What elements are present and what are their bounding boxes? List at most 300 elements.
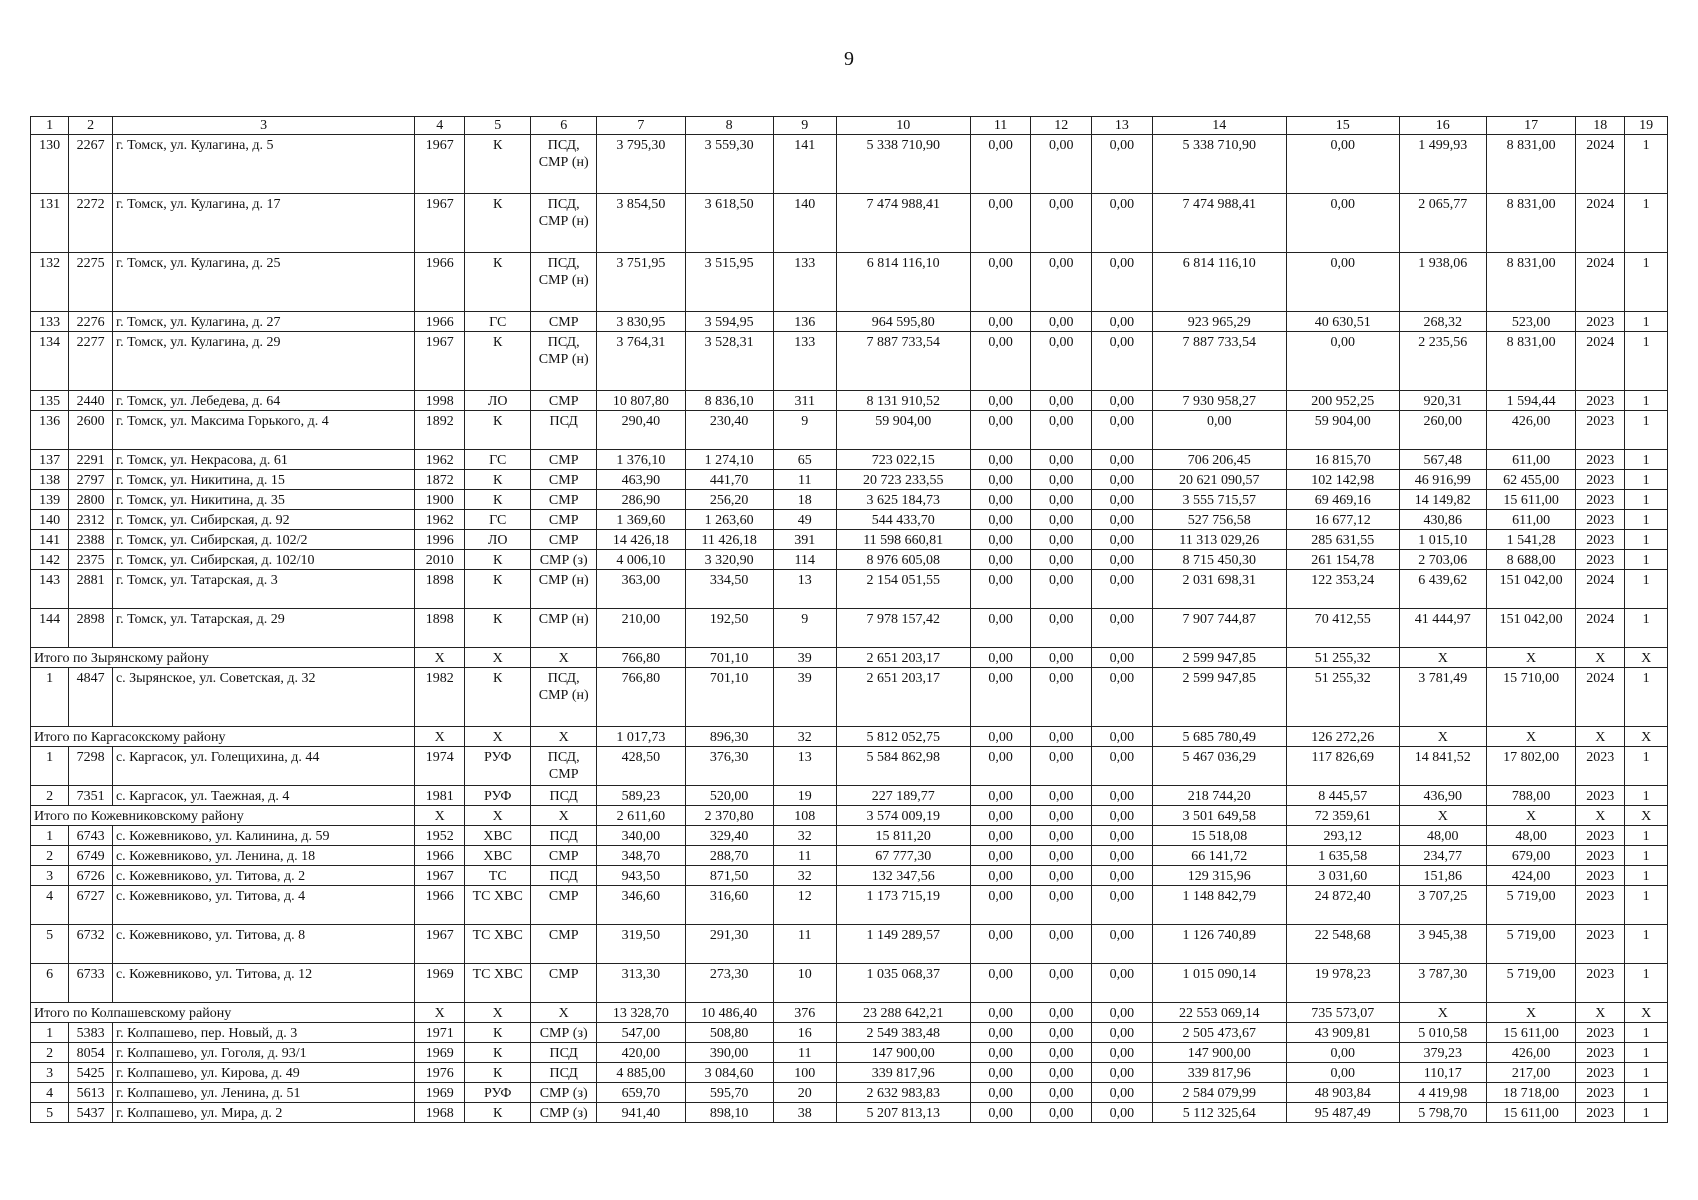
- cell-col-6: ПСД, СМР (н): [531, 332, 597, 391]
- cell-col-16: 5 798,70: [1399, 1103, 1486, 1123]
- cell-col-19: 1: [1625, 253, 1668, 312]
- cell-col-12: 0,00: [1031, 1023, 1092, 1043]
- cell-col-2: 8054: [69, 1043, 113, 1063]
- cell-col-9: 38: [773, 1103, 836, 1123]
- cell-col-11: 0,00: [970, 747, 1031, 786]
- table-row: [31, 312, 1668, 332]
- cell-col-19: 1: [1625, 332, 1668, 391]
- cell-col-7: 3 751,95: [597, 253, 685, 312]
- cell-col-9: 12: [773, 886, 836, 925]
- cell-col-18: 2023: [1576, 786, 1625, 806]
- total-cell-col-7: 766,80: [597, 648, 685, 668]
- cell-col-15: 200 952,25: [1286, 391, 1399, 411]
- total-cell-col-5: X: [465, 1003, 531, 1023]
- cell-col-17: 15 611,00: [1486, 1103, 1575, 1123]
- cell-col-6: ПСД: [531, 1063, 597, 1083]
- table-row: [31, 1083, 1668, 1103]
- cell-col-10: 7 887 733,54: [836, 332, 970, 391]
- cell-col-8: 256,20: [685, 490, 773, 510]
- cell-col-8: 376,30: [685, 747, 773, 786]
- cell-col-4: 1962: [415, 450, 465, 470]
- cell-col-7: 319,50: [597, 925, 685, 964]
- cell-col-10: 339 817,96: [836, 1063, 970, 1083]
- cell-col-14: 339 817,96: [1152, 1063, 1286, 1083]
- cell-col-15: 0,00: [1286, 1043, 1399, 1063]
- cell-col-18: 2023: [1576, 826, 1625, 846]
- total-cell-col-18: X: [1576, 727, 1625, 747]
- cell-col-7: 210,00: [597, 609, 685, 648]
- cell-col-18: 2023: [1576, 391, 1625, 411]
- cell-col-13: 0,00: [1092, 826, 1153, 846]
- cell-col-7: 589,23: [597, 786, 685, 806]
- cell-col-9: 11: [773, 470, 836, 490]
- cell-col-6: СМР: [531, 846, 597, 866]
- cell-col-19: 1: [1625, 1103, 1668, 1123]
- cell-col-6: СМР: [531, 490, 597, 510]
- cell-col-2: 6726: [69, 866, 113, 886]
- total-cell-col-16: X: [1399, 648, 1486, 668]
- cell-col-16: 46 916,99: [1399, 470, 1486, 490]
- cell-col-13: 0,00: [1092, 866, 1153, 886]
- total-cell-col-14: 5 685 780,49: [1152, 727, 1286, 747]
- cell-col-15: 51 255,32: [1286, 668, 1399, 727]
- cell-col-5: К: [465, 194, 531, 253]
- cell-col-12: 0,00: [1031, 550, 1092, 570]
- cell-col-7: 3 830,95: [597, 312, 685, 332]
- cell-col-6: СМР: [531, 886, 597, 925]
- total-cell-col-7: 1 017,73: [597, 727, 685, 747]
- column-header-7: 7: [597, 117, 685, 135]
- cell-col-9: 100: [773, 1063, 836, 1083]
- cell-col-1: 6: [31, 964, 69, 1003]
- cell-col-11: 0,00: [970, 391, 1031, 411]
- address-cell: с. Кожевниково, ул. Титова, д. 8: [112, 925, 414, 964]
- column-header-14: 14: [1152, 117, 1286, 135]
- cell-col-14: 66 141,72: [1152, 846, 1286, 866]
- cell-col-19: 1: [1625, 609, 1668, 648]
- cell-col-7: 943,50: [597, 866, 685, 886]
- cell-col-18: 2023: [1576, 886, 1625, 925]
- cell-col-18: 2023: [1576, 312, 1625, 332]
- cell-col-7: 420,00: [597, 1043, 685, 1063]
- cell-col-5: ТС: [465, 866, 531, 886]
- cell-col-1: 144: [31, 609, 69, 648]
- address-cell: с. Кожевниково, ул. Калинина, д. 59: [112, 826, 414, 846]
- cell-col-15: 8 445,57: [1286, 786, 1399, 806]
- cell-col-1: 1: [31, 826, 69, 846]
- cell-col-9: 49: [773, 510, 836, 530]
- cell-col-12: 0,00: [1031, 253, 1092, 312]
- table-row: [31, 135, 1668, 194]
- column-header-1: 1: [31, 117, 69, 135]
- total-cell-col-13: 0,00: [1092, 1003, 1153, 1023]
- total-cell-col-11: 0,00: [970, 648, 1031, 668]
- cell-col-13: 0,00: [1092, 411, 1153, 450]
- cell-col-17: 151 042,00: [1486, 570, 1575, 609]
- cell-col-9: 19: [773, 786, 836, 806]
- cell-col-10: 132 347,56: [836, 866, 970, 886]
- district-total-row: [31, 1003, 1668, 1023]
- total-cell-col-15: 126 272,26: [1286, 727, 1399, 747]
- cell-col-14: 7 474 988,41: [1152, 194, 1286, 253]
- total-cell-col-10: 23 288 642,21: [836, 1003, 970, 1023]
- cell-col-11: 0,00: [970, 411, 1031, 450]
- cell-col-5: К: [465, 135, 531, 194]
- column-header-6: 6: [531, 117, 597, 135]
- cell-col-15: 24 872,40: [1286, 886, 1399, 925]
- cell-col-16: 14 841,52: [1399, 747, 1486, 786]
- cell-col-7: 659,70: [597, 1083, 685, 1103]
- cell-col-1: 3: [31, 1063, 69, 1083]
- cell-col-11: 0,00: [970, 1023, 1031, 1043]
- address-cell: г. Колпашево, ул. Гоголя, д. 93/1: [112, 1043, 414, 1063]
- cell-col-18: 2024: [1576, 332, 1625, 391]
- total-cell-col-6: X: [531, 806, 597, 826]
- cell-col-12: 0,00: [1031, 964, 1092, 1003]
- cell-col-10: 11 598 660,81: [836, 530, 970, 550]
- total-cell-col-13: 0,00: [1092, 727, 1153, 747]
- cell-col-7: 346,60: [597, 886, 685, 925]
- table-row: [31, 332, 1668, 391]
- total-cell-col-13: 0,00: [1092, 806, 1153, 826]
- cell-col-14: 0,00: [1152, 411, 1286, 450]
- cell-col-17: 5 719,00: [1486, 886, 1575, 925]
- cell-col-1: 135: [31, 391, 69, 411]
- cell-col-11: 0,00: [970, 450, 1031, 470]
- cell-col-13: 0,00: [1092, 609, 1153, 648]
- cell-col-2: 5613: [69, 1083, 113, 1103]
- cell-col-15: 59 904,00: [1286, 411, 1399, 450]
- total-cell-col-10: 3 574 009,19: [836, 806, 970, 826]
- cell-col-8: 329,40: [685, 826, 773, 846]
- cell-col-12: 0,00: [1031, 826, 1092, 846]
- cell-col-2: 2797: [69, 470, 113, 490]
- cell-col-2: 6749: [69, 846, 113, 866]
- cell-col-19: 1: [1625, 570, 1668, 609]
- table-row: [31, 194, 1668, 253]
- table-row: [31, 1063, 1668, 1083]
- cell-col-4: 1872: [415, 470, 465, 490]
- address-cell: г. Томск, ул. Никитина, д. 15: [112, 470, 414, 490]
- total-cell-col-15: 72 359,61: [1286, 806, 1399, 826]
- cell-col-5: ХВС: [465, 826, 531, 846]
- address-cell: г. Колпашево, ул. Ленина, д. 51: [112, 1083, 414, 1103]
- column-header-17: 17: [1486, 117, 1575, 135]
- cell-col-6: СМР: [531, 312, 597, 332]
- cell-col-13: 0,00: [1092, 1023, 1153, 1043]
- capital-repair-table: [30, 116, 1668, 1123]
- total-cell-col-14: 3 501 649,58: [1152, 806, 1286, 826]
- address-cell: г. Колпашево, ул. Кирова, д. 49: [112, 1063, 414, 1083]
- cell-col-11: 0,00: [970, 826, 1031, 846]
- column-header-19: 19: [1625, 117, 1668, 135]
- cell-col-14: 129 315,96: [1152, 866, 1286, 886]
- cell-col-17: 611,00: [1486, 510, 1575, 530]
- cell-col-18: 2023: [1576, 530, 1625, 550]
- cell-col-12: 0,00: [1031, 925, 1092, 964]
- cell-col-8: 288,70: [685, 846, 773, 866]
- cell-col-15: 95 487,49: [1286, 1103, 1399, 1123]
- district-total-row: [31, 806, 1668, 826]
- cell-col-1: 137: [31, 450, 69, 470]
- cell-col-19: 1: [1625, 550, 1668, 570]
- cell-col-8: 334,50: [685, 570, 773, 609]
- cell-col-6: СМР: [531, 470, 597, 490]
- cell-col-9: 32: [773, 826, 836, 846]
- cell-col-2: 6732: [69, 925, 113, 964]
- cell-col-6: СМР (н): [531, 570, 597, 609]
- cell-col-1: 133: [31, 312, 69, 332]
- cell-col-2: 5383: [69, 1023, 113, 1043]
- cell-col-12: 0,00: [1031, 866, 1092, 886]
- cell-col-13: 0,00: [1092, 530, 1153, 550]
- cell-col-14: 2 031 698,31: [1152, 570, 1286, 609]
- cell-col-9: 13: [773, 570, 836, 609]
- cell-col-19: 1: [1625, 1063, 1668, 1083]
- cell-col-14: 1 015 090,14: [1152, 964, 1286, 1003]
- cell-col-10: 1 149 289,57: [836, 925, 970, 964]
- total-cell-col-4: X: [415, 727, 465, 747]
- cell-col-2: 2267: [69, 135, 113, 194]
- cell-col-15: 293,12: [1286, 826, 1399, 846]
- address-cell: г. Томск, ул. Кулагина, д. 29: [112, 332, 414, 391]
- column-header-15: 15: [1286, 117, 1399, 135]
- cell-col-11: 0,00: [970, 332, 1031, 391]
- cell-col-14: 923 965,29: [1152, 312, 1286, 332]
- cell-col-16: 2 703,06: [1399, 550, 1486, 570]
- cell-col-18: 2023: [1576, 1103, 1625, 1123]
- cell-col-8: 871,50: [685, 866, 773, 886]
- cell-col-13: 0,00: [1092, 135, 1153, 194]
- address-cell: г. Томск, ул. Кулагина, д. 27: [112, 312, 414, 332]
- cell-col-16: 14 149,82: [1399, 490, 1486, 510]
- cell-col-1: 136: [31, 411, 69, 450]
- cell-col-10: 20 723 233,55: [836, 470, 970, 490]
- cell-col-9: 32: [773, 866, 836, 886]
- cell-col-17: 426,00: [1486, 411, 1575, 450]
- cell-col-8: 3 528,31: [685, 332, 773, 391]
- cell-col-7: 286,90: [597, 490, 685, 510]
- cell-col-12: 0,00: [1031, 846, 1092, 866]
- cell-col-8: 316,60: [685, 886, 773, 925]
- cell-col-10: 2 651 203,17: [836, 668, 970, 727]
- total-cell-col-12: 0,00: [1031, 727, 1092, 747]
- cell-col-17: 18 718,00: [1486, 1083, 1575, 1103]
- cell-col-6: СМР: [531, 964, 597, 1003]
- cell-col-14: 706 206,45: [1152, 450, 1286, 470]
- cell-col-11: 0,00: [970, 490, 1031, 510]
- cell-col-19: 1: [1625, 1043, 1668, 1063]
- cell-col-8: 701,10: [685, 668, 773, 727]
- total-cell-col-17: X: [1486, 806, 1575, 826]
- cell-col-9: 133: [773, 332, 836, 391]
- cell-col-10: 964 595,80: [836, 312, 970, 332]
- cell-col-7: 3 795,30: [597, 135, 685, 194]
- cell-col-19: 1: [1625, 450, 1668, 470]
- table-row: [31, 1103, 1668, 1123]
- address-cell: г. Колпашево, ул. Мира, д. 2: [112, 1103, 414, 1123]
- total-cell-col-9: 376: [773, 1003, 836, 1023]
- cell-col-5: К: [465, 332, 531, 391]
- cell-col-1: 1: [31, 1023, 69, 1043]
- cell-col-12: 0,00: [1031, 530, 1092, 550]
- cell-col-1: 134: [31, 332, 69, 391]
- cell-col-9: 9: [773, 609, 836, 648]
- cell-col-4: 1971: [415, 1023, 465, 1043]
- cell-col-1: 140: [31, 510, 69, 530]
- cell-col-10: 8 976 605,08: [836, 550, 970, 570]
- cell-col-16: 3 945,38: [1399, 925, 1486, 964]
- cell-col-17: 8 831,00: [1486, 332, 1575, 391]
- table-row: [31, 747, 1668, 786]
- cell-col-13: 0,00: [1092, 470, 1153, 490]
- table-row: [31, 786, 1668, 806]
- total-cell-col-18: X: [1576, 1003, 1625, 1023]
- cell-col-5: ТС ХВС: [465, 925, 531, 964]
- total-cell-col-7: 13 328,70: [597, 1003, 685, 1023]
- column-header-18: 18: [1576, 117, 1625, 135]
- cell-col-5: ТС ХВС: [465, 964, 531, 1003]
- total-cell-col-4: X: [415, 1003, 465, 1023]
- cell-col-6: ПСД, СМР (н): [531, 253, 597, 312]
- cell-col-10: 5 338 710,90: [836, 135, 970, 194]
- cell-col-14: 5 467 036,29: [1152, 747, 1286, 786]
- cell-col-2: 5437: [69, 1103, 113, 1123]
- cell-col-10: 5 207 813,13: [836, 1103, 970, 1123]
- table-row: [31, 570, 1668, 609]
- cell-col-16: 260,00: [1399, 411, 1486, 450]
- total-cell-col-19: X: [1625, 806, 1668, 826]
- cell-col-9: 11: [773, 1043, 836, 1063]
- cell-col-14: 1 126 740,89: [1152, 925, 1286, 964]
- cell-col-13: 0,00: [1092, 846, 1153, 866]
- cell-col-12: 0,00: [1031, 332, 1092, 391]
- cell-col-17: 426,00: [1486, 1043, 1575, 1063]
- cell-col-9: 140: [773, 194, 836, 253]
- cell-col-18: 2023: [1576, 1063, 1625, 1083]
- cell-col-8: 1 263,60: [685, 510, 773, 530]
- column-header-16: 16: [1399, 117, 1486, 135]
- cell-col-18: 2024: [1576, 570, 1625, 609]
- cell-col-2: 2275: [69, 253, 113, 312]
- cell-col-9: 141: [773, 135, 836, 194]
- cell-col-7: 428,50: [597, 747, 685, 786]
- cell-col-14: 7 887 733,54: [1152, 332, 1286, 391]
- cell-col-15: 19 978,23: [1286, 964, 1399, 1003]
- table-row: [31, 253, 1668, 312]
- cell-col-8: 3 515,95: [685, 253, 773, 312]
- district-total-row: [31, 727, 1668, 747]
- total-cell-col-6: X: [531, 1003, 597, 1023]
- cell-col-15: 40 630,51: [1286, 312, 1399, 332]
- cell-col-15: 0,00: [1286, 332, 1399, 391]
- cell-col-16: 2 235,56: [1399, 332, 1486, 391]
- total-cell-col-18: X: [1576, 806, 1625, 826]
- total-cell-col-16: X: [1399, 727, 1486, 747]
- cell-col-18: 2023: [1576, 1023, 1625, 1043]
- column-header-2: 2: [69, 117, 113, 135]
- cell-col-19: 1: [1625, 786, 1668, 806]
- cell-col-17: 62 455,00: [1486, 470, 1575, 490]
- cell-col-8: 3 594,95: [685, 312, 773, 332]
- cell-col-7: 463,90: [597, 470, 685, 490]
- total-cell-col-11: 0,00: [970, 1003, 1031, 1023]
- total-cell-col-15: 51 255,32: [1286, 648, 1399, 668]
- cell-col-16: 3 781,49: [1399, 668, 1486, 727]
- cell-col-16: 1 499,93: [1399, 135, 1486, 194]
- cell-col-15: 43 909,81: [1286, 1023, 1399, 1043]
- cell-col-2: 7351: [69, 786, 113, 806]
- cell-col-11: 0,00: [970, 550, 1031, 570]
- cell-col-4: 1898: [415, 609, 465, 648]
- cell-col-13: 0,00: [1092, 253, 1153, 312]
- cell-col-9: 11: [773, 846, 836, 866]
- cell-col-8: 3 618,50: [685, 194, 773, 253]
- cell-col-12: 0,00: [1031, 194, 1092, 253]
- cell-col-16: 379,23: [1399, 1043, 1486, 1063]
- cell-col-16: 436,90: [1399, 786, 1486, 806]
- cell-col-15: 102 142,98: [1286, 470, 1399, 490]
- cell-col-17: 15 611,00: [1486, 490, 1575, 510]
- cell-col-19: 1: [1625, 312, 1668, 332]
- cell-col-5: ЛО: [465, 391, 531, 411]
- cell-col-19: 1: [1625, 964, 1668, 1003]
- cell-col-1: 141: [31, 530, 69, 550]
- table-row: [31, 668, 1668, 727]
- cell-col-5: К: [465, 1023, 531, 1043]
- cell-col-5: К: [465, 411, 531, 450]
- cell-col-6: ПСД: [531, 411, 597, 450]
- column-header-4: 4: [415, 117, 465, 135]
- total-cell-col-8: 896,30: [685, 727, 773, 747]
- total-cell-col-8: 701,10: [685, 648, 773, 668]
- cell-col-2: 7298: [69, 747, 113, 786]
- cell-col-11: 0,00: [970, 609, 1031, 648]
- cell-col-10: 2 549 383,48: [836, 1023, 970, 1043]
- total-cell-col-9: 39: [773, 648, 836, 668]
- cell-col-4: 1966: [415, 312, 465, 332]
- district-total-label: Итого по Колпашевскому району: [31, 1003, 415, 1023]
- cell-col-7: 1 376,10: [597, 450, 685, 470]
- cell-col-8: 390,00: [685, 1043, 773, 1063]
- cell-col-17: 5 719,00: [1486, 925, 1575, 964]
- cell-col-6: СМР (з): [531, 550, 597, 570]
- cell-col-1: 143: [31, 570, 69, 609]
- cell-col-15: 122 353,24: [1286, 570, 1399, 609]
- cell-col-11: 0,00: [970, 312, 1031, 332]
- cell-col-12: 0,00: [1031, 312, 1092, 332]
- cell-col-10: 8 131 910,52: [836, 391, 970, 411]
- cell-col-15: 69 469,16: [1286, 490, 1399, 510]
- cell-col-16: 2 065,77: [1399, 194, 1486, 253]
- cell-col-2: 2800: [69, 490, 113, 510]
- cell-col-15: 48 903,84: [1286, 1083, 1399, 1103]
- cell-col-19: 1: [1625, 490, 1668, 510]
- cell-col-11: 0,00: [970, 510, 1031, 530]
- cell-col-16: 151,86: [1399, 866, 1486, 886]
- cell-col-5: РУФ: [465, 747, 531, 786]
- cell-col-1: 5: [31, 925, 69, 964]
- cell-col-10: 2 632 983,83: [836, 1083, 970, 1103]
- cell-col-9: 16: [773, 1023, 836, 1043]
- column-header-9: 9: [773, 117, 836, 135]
- cell-col-9: 9: [773, 411, 836, 450]
- cell-col-17: 15 710,00: [1486, 668, 1575, 727]
- cell-col-15: 3 031,60: [1286, 866, 1399, 886]
- cell-col-19: 1: [1625, 135, 1668, 194]
- cell-col-9: 114: [773, 550, 836, 570]
- cell-col-14: 527 756,58: [1152, 510, 1286, 530]
